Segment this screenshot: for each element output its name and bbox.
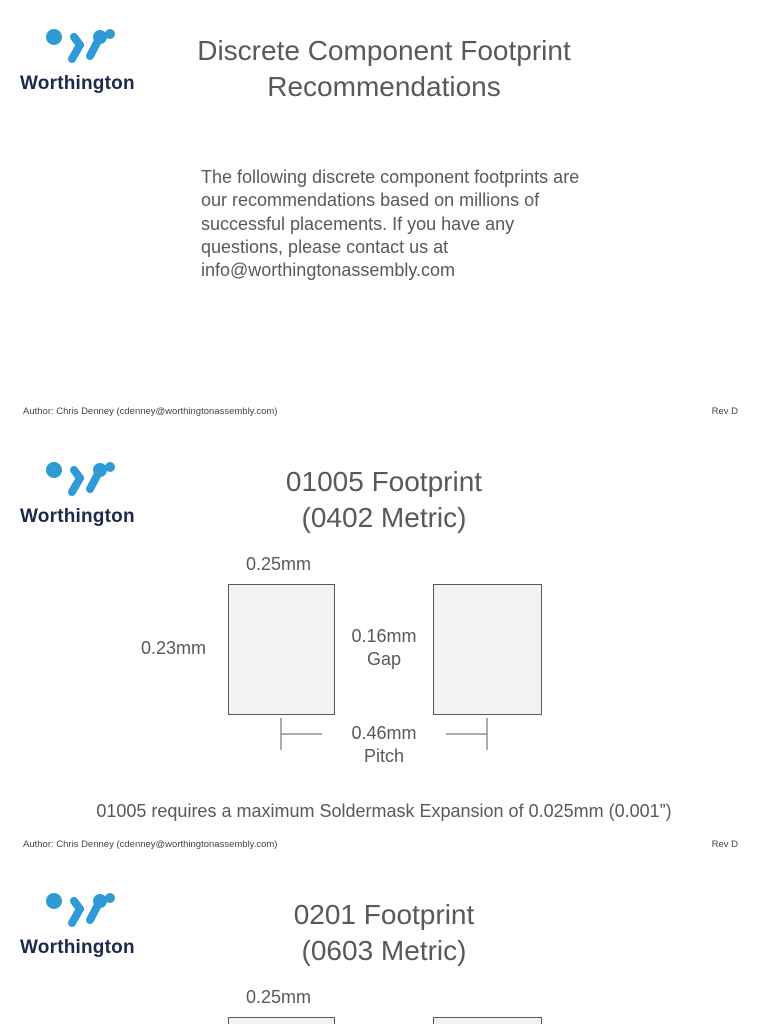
logo-wordmark: Worthington xyxy=(20,506,135,527)
title-line-1: 0201 Footprint xyxy=(293,899,475,930)
worthington-logo xyxy=(20,28,150,96)
soldermask-note: 01005 requires a maximum Soldermask Expansion of 0.025mm (0.001”) xyxy=(96,801,672,821)
left-pad xyxy=(228,1017,335,1024)
pitch-dimension xyxy=(335,722,433,768)
worthington-logo xyxy=(20,892,150,960)
slide-cover xyxy=(0,0,768,430)
title-line-2: (0603 Metric) xyxy=(301,935,467,966)
title-line-2: Recommendations xyxy=(267,71,501,102)
gap-value: 0.16mm xyxy=(351,626,417,646)
title-line-1: Discrete Component Footprint xyxy=(197,35,571,66)
intro-paragraph: The following discrete component footprints are our recommendations based on millions of successful placements. If you have any questions, please contact us at info@worthingtonassembly.com xyxy=(201,167,580,281)
pitch-value: 0.46mm xyxy=(351,723,417,743)
pitch-label: Pitch xyxy=(363,746,405,766)
logo-mark-icon xyxy=(46,892,118,932)
slide-0201-footprint xyxy=(0,866,768,1024)
pad-width-label: 0.25mm xyxy=(246,987,312,1007)
pitch-dimension-lines xyxy=(0,433,768,863)
title-line-2: (0402 Metric) xyxy=(301,502,467,533)
footer-revision: Rev D xyxy=(711,839,738,850)
logo-wordmark: Worthington xyxy=(20,73,135,94)
right-pad xyxy=(433,1017,542,1024)
title-line-1: 01005 Footprint xyxy=(285,466,483,497)
page-title xyxy=(160,33,608,105)
logo-mark-icon xyxy=(46,28,118,68)
footer-revision: Rev D xyxy=(711,406,738,417)
gap-label: Gap xyxy=(366,649,402,669)
slide-01005-footprint xyxy=(0,433,768,863)
footer-author: Author: Chris Denney (cdenney@worthingtonassembly.com) xyxy=(23,406,278,417)
pad-width-label: 0.25mm xyxy=(246,554,312,574)
page-title xyxy=(160,897,608,969)
footer-author: Author: Chris Denney (cdenney@worthingtonassembly.com) xyxy=(23,839,278,850)
logo-wordmark: Worthington xyxy=(20,937,135,958)
pad-height-label: 0.23mm xyxy=(141,638,207,658)
